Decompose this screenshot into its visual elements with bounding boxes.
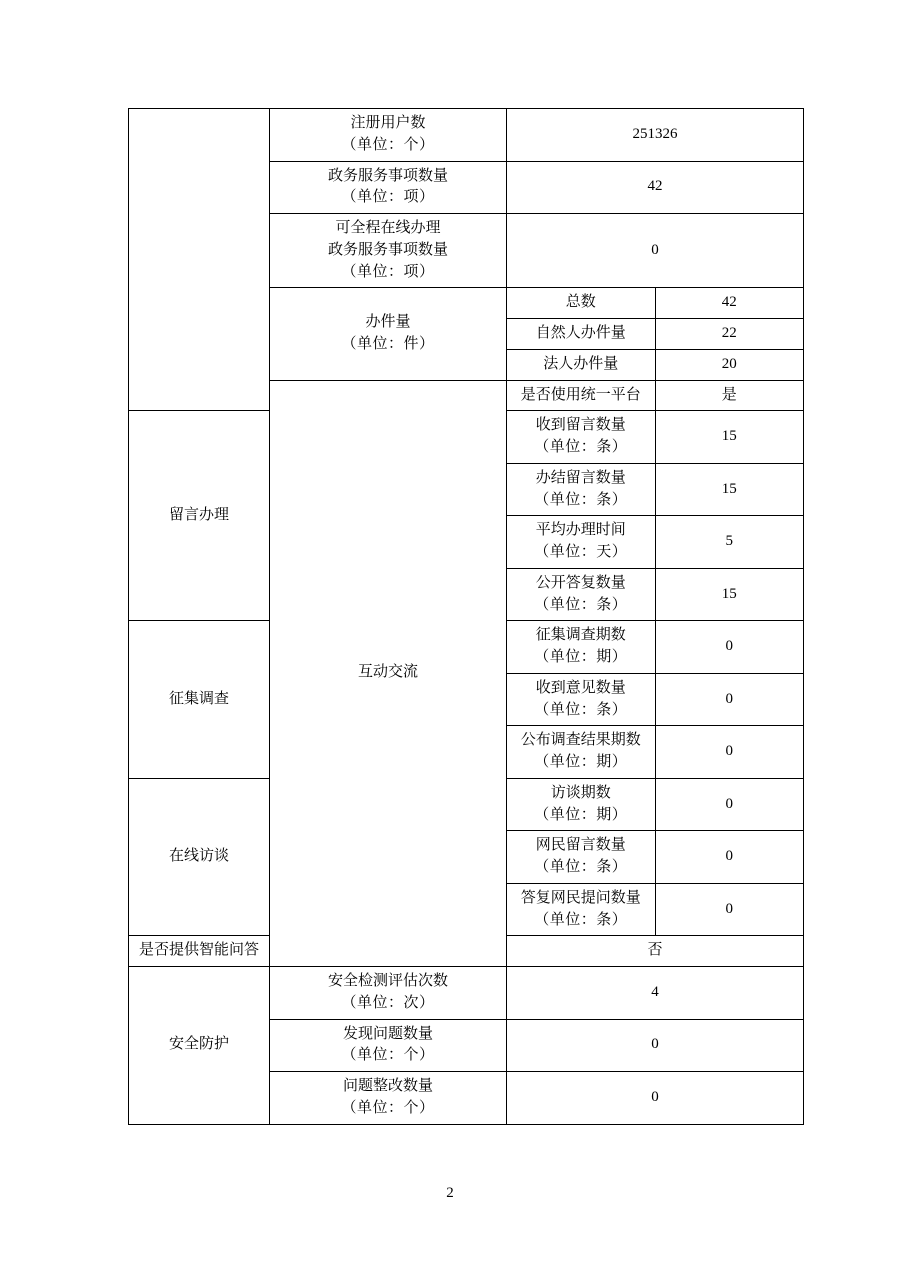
value-fully-online-matters: 0 [507,214,804,288]
page-number: 2 [446,1185,454,1201]
table-row [129,109,804,162]
value-survey-periods: 0 [655,621,804,674]
item-security-assessments: 安全检测评估次数 （单位：次） [270,967,507,1020]
sub-opinions-received: 收到意见数量 （单位：条） [507,673,656,726]
table-row [129,967,804,1020]
value-average-handling-time: 5 [655,516,804,569]
category-cell-security: 安全防护 [129,967,270,1125]
value-survey-results-published: 0 [655,726,804,779]
value-handled-total: 42 [655,288,804,319]
item-registered-users: 注册用户数 （单位：个） [270,109,507,162]
category-cell-service [129,109,270,411]
value-handled-natural-person: 22 [655,319,804,350]
statistics-table-container [128,108,788,1125]
item-issues-found: 发现问题数量 （单位：个） [270,1019,507,1072]
item-fully-online-matters: 可全程在线办理 政务服务事项数量 （单位：项） [270,214,507,288]
value-messages-received: 15 [655,411,804,464]
sub-handled-total: 总数 [507,288,656,319]
value-issues-rectified: 0 [507,1072,804,1125]
item-smart-qa: 是否提供智能问答 [129,936,270,967]
value-messages-completed: 15 [655,463,804,516]
sub-survey-results-published: 公布调查结果期数 （单位：期） [507,726,656,779]
sub-messages-received: 收到留言数量 （单位：条） [507,411,656,464]
statistics-table [128,108,804,1125]
item-message-handling: 留言办理 [129,411,270,621]
value-netizen-questions-answered: 0 [655,883,804,936]
sub-public-replies: 公开答复数量 （单位：条） [507,568,656,621]
value-opinions-received: 0 [655,673,804,726]
sub-netizen-questions-answered: 答复网民提问数量 （单位：条） [507,883,656,936]
sub-handled-legal-person: 法人办件量 [507,349,656,380]
value-registered-users: 251326 [507,109,804,162]
sub-average-handling-time: 平均办理时间 （单位：天） [507,516,656,569]
sub-messages-completed: 办结留言数量 （单位：条） [507,463,656,516]
value-public-replies: 15 [655,568,804,621]
value-interview-periods: 0 [655,778,804,831]
item-service-matters-count: 政务服务事项数量 （单位：项） [270,161,507,214]
sub-interview-periods: 访谈期数 （单位：期） [507,778,656,831]
value-handled-legal-person: 20 [655,349,804,380]
item-unified-platform: 是否使用统一平台 [507,380,656,411]
value-netizen-messages: 0 [655,831,804,884]
item-handled-volume: 办件量 （单位：件） [270,288,507,380]
value-service-matters-count: 42 [507,161,804,214]
sub-netizen-messages: 网民留言数量 （单位：条） [507,831,656,884]
sub-survey-periods: 征集调查期数 （单位：期） [507,621,656,674]
value-issues-found: 0 [507,1019,804,1072]
category-cell-interaction: 互动交流 [270,380,507,967]
value-unified-platform: 是 [655,380,804,411]
item-survey-collection: 征集调查 [129,621,270,779]
value-smart-qa: 否 [507,936,804,967]
item-issues-rectified: 问题整改数量 （单位：个） [270,1072,507,1125]
item-online-interview: 在线访谈 [129,778,270,936]
value-security-assessments: 4 [507,967,804,1020]
sub-handled-natural-person: 自然人办件量 [507,319,656,350]
